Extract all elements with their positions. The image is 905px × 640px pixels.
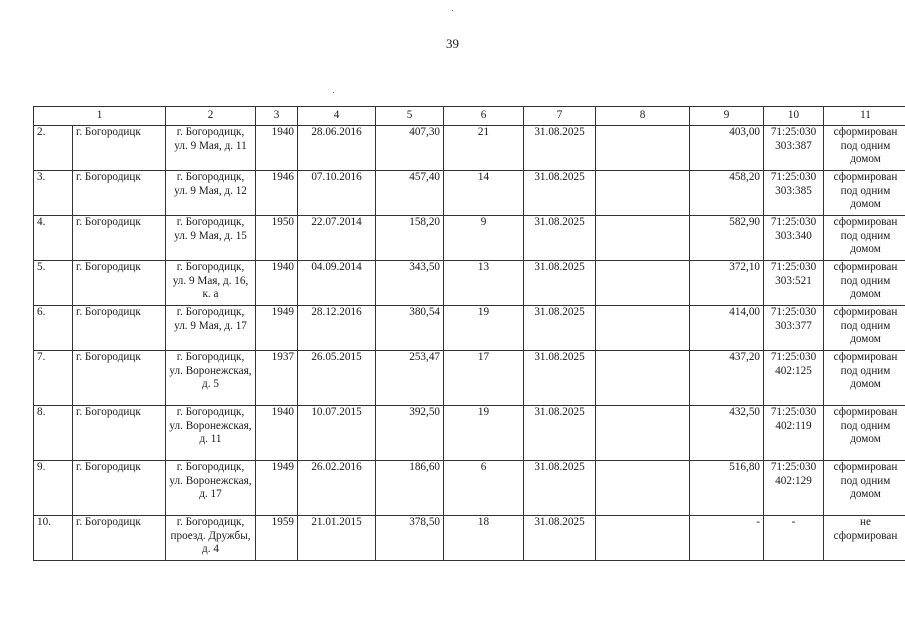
deadline-date: 31.08.2025	[524, 216, 596, 261]
settlement-name: г. Богородицк	[73, 261, 166, 306]
address: г. Богородицк, ул. 9 Мая, д. 15	[166, 216, 256, 261]
table-row	[34, 216, 905, 261]
area: 343,50	[376, 261, 444, 306]
area: 457,40	[376, 171, 444, 216]
empty-cell	[596, 406, 690, 461]
row-number: 10.	[34, 516, 73, 561]
column-header: 3	[256, 107, 298, 126]
column-header: 6	[444, 107, 524, 126]
year-built: 1950	[256, 216, 298, 261]
address: г. Богородицк, ул. 9 Мая, д. 11	[166, 126, 256, 171]
column-number-row	[34, 107, 905, 126]
column-header: 7	[524, 107, 596, 126]
year-built: 1937	[256, 351, 298, 406]
column-header: 1	[34, 107, 166, 126]
address: г. Богородицк, ул. 9 Мая, д. 16, к. а	[166, 261, 256, 306]
year-built: 1949	[256, 461, 298, 516]
land-status: не сформирован	[824, 516, 905, 561]
land-status: сформирован под одним домом	[824, 216, 905, 261]
empty-cell	[596, 516, 690, 561]
column-header: 8	[596, 107, 690, 126]
year-built: 1959	[256, 516, 298, 561]
table-row	[34, 126, 905, 171]
cadastral-number: 71:25:030 303:521	[764, 261, 824, 306]
date: 21.01.2015	[298, 516, 376, 561]
address: г. Богородицк, ул. Воронежская, д. 5	[166, 351, 256, 406]
deadline-date: 31.08.2025	[524, 126, 596, 171]
address: г. Богородицк, проезд. Дружбы, д. 4	[166, 516, 256, 561]
table-row	[34, 351, 905, 406]
year-built: 1949	[256, 306, 298, 351]
area: 186,60	[376, 461, 444, 516]
land-status: сформирован под одним домом	[824, 406, 905, 461]
row-number: 9.	[34, 461, 73, 516]
date: 22.07.2014	[298, 216, 376, 261]
land-status: сформирован под одним домом	[824, 261, 905, 306]
count: 18	[444, 516, 524, 561]
deadline-date: 31.08.2025	[524, 461, 596, 516]
land-area: 414,00	[690, 306, 764, 351]
deadline-date: 31.08.2025	[524, 306, 596, 351]
address: г. Богородицк, ул. 9 Мая, д. 17	[166, 306, 256, 351]
empty-cell	[596, 126, 690, 171]
column-header: 9	[690, 107, 764, 126]
date: 10.07.2015	[298, 406, 376, 461]
column-header: 2	[166, 107, 256, 126]
date: 28.12.2016	[298, 306, 376, 351]
column-header: 5	[376, 107, 444, 126]
scan-speck	[452, 10, 453, 11]
deadline-date: 31.08.2025	[524, 261, 596, 306]
page-number: 39	[446, 36, 459, 51]
land-status: сформирован под одним домом	[824, 306, 905, 351]
land-area: -	[690, 516, 764, 561]
count: 14	[444, 171, 524, 216]
cadastral-number: 71:25:030 303:387	[764, 126, 824, 171]
area: 253,47	[376, 351, 444, 406]
empty-cell	[596, 306, 690, 351]
cadastral-number: 71:25:030 303:385	[764, 171, 824, 216]
area: 407,30	[376, 126, 444, 171]
column-header: 11	[824, 107, 905, 126]
settlement-name: г. Богородицк	[73, 461, 166, 516]
cadastral-number: -	[764, 516, 824, 561]
area: 380,54	[376, 306, 444, 351]
land-area: 582,90	[690, 216, 764, 261]
date: 26.02.2016	[298, 461, 376, 516]
land-status: сформирован под одним домом	[824, 351, 905, 406]
date: 07.10.2016	[298, 171, 376, 216]
count: 17	[444, 351, 524, 406]
land-area: 403,00	[690, 126, 764, 171]
settlement-name: г. Богородицк	[73, 171, 166, 216]
area: 158,20	[376, 216, 444, 261]
scan-speck	[333, 92, 334, 93]
table-row	[34, 171, 905, 216]
row-number: 8.	[34, 406, 73, 461]
settlement-name: г. Богородицк	[73, 516, 166, 561]
row-number: 5.	[34, 261, 73, 306]
land-area: 458,20	[690, 171, 764, 216]
row-number: 6.	[34, 306, 73, 351]
table-row	[34, 516, 905, 561]
table-row	[34, 406, 905, 461]
land-area: 372,10	[690, 261, 764, 306]
settlement-name: г. Богородицк	[73, 216, 166, 261]
year-built: 1940	[256, 261, 298, 306]
settlement-name: г. Богородицк	[73, 351, 166, 406]
column-header: 4	[298, 107, 376, 126]
area: 378,50	[376, 516, 444, 561]
row-number: 4.	[34, 216, 73, 261]
address: г. Богородицк, ул. Воронежская, д. 11	[166, 406, 256, 461]
land-status: сформирован под одним домом	[824, 171, 905, 216]
deadline-date: 31.08.2025	[524, 516, 596, 561]
land-status: сформирован под одним домом	[824, 126, 905, 171]
address: г. Богородицк, ул. Воронежская, д. 17	[166, 461, 256, 516]
empty-cell	[596, 261, 690, 306]
land-area: 437,20	[690, 351, 764, 406]
count: 13	[444, 261, 524, 306]
count: 9	[444, 216, 524, 261]
housing-registry-table	[33, 106, 905, 561]
empty-cell	[596, 171, 690, 216]
settlement-name: г. Богородицк	[73, 406, 166, 461]
count: 19	[444, 306, 524, 351]
settlement-name: г. Богородицк	[73, 306, 166, 351]
table-row	[34, 461, 905, 516]
table-row	[34, 306, 905, 351]
table-row	[34, 261, 905, 306]
year-built: 1940	[256, 126, 298, 171]
deadline-date: 31.08.2025	[524, 406, 596, 461]
cadastral-number: 71:25:030 402:129	[764, 461, 824, 516]
year-built: 1946	[256, 171, 298, 216]
empty-cell	[596, 461, 690, 516]
date: 04.09.2014	[298, 261, 376, 306]
row-number: 7.	[34, 351, 73, 406]
deadline-date: 31.08.2025	[524, 171, 596, 216]
year-built: 1940	[256, 406, 298, 461]
count: 21	[444, 126, 524, 171]
row-number: 2.	[34, 126, 73, 171]
area: 392,50	[376, 406, 444, 461]
row-number: 3.	[34, 171, 73, 216]
empty-cell	[596, 216, 690, 261]
address: г. Богородицк, ул. 9 Мая, д. 12	[166, 171, 256, 216]
land-area: 516,80	[690, 461, 764, 516]
cadastral-number: 71:25:030 303:340	[764, 216, 824, 261]
cadastral-number: 71:25:030 402:125	[764, 351, 824, 406]
count: 6	[444, 461, 524, 516]
deadline-date: 31.08.2025	[524, 351, 596, 406]
date: 28.06.2016	[298, 126, 376, 171]
count: 19	[444, 406, 524, 461]
column-header: 10	[764, 107, 824, 126]
date: 26.05.2015	[298, 351, 376, 406]
cadastral-number: 71:25:030 303:377	[764, 306, 824, 351]
settlement-name: г. Богородицк	[73, 126, 166, 171]
land-status: сформирован под одним домом	[824, 461, 905, 516]
cadastral-number: 71:25:030 402:119	[764, 406, 824, 461]
empty-cell	[596, 351, 690, 406]
land-area: 432,50	[690, 406, 764, 461]
